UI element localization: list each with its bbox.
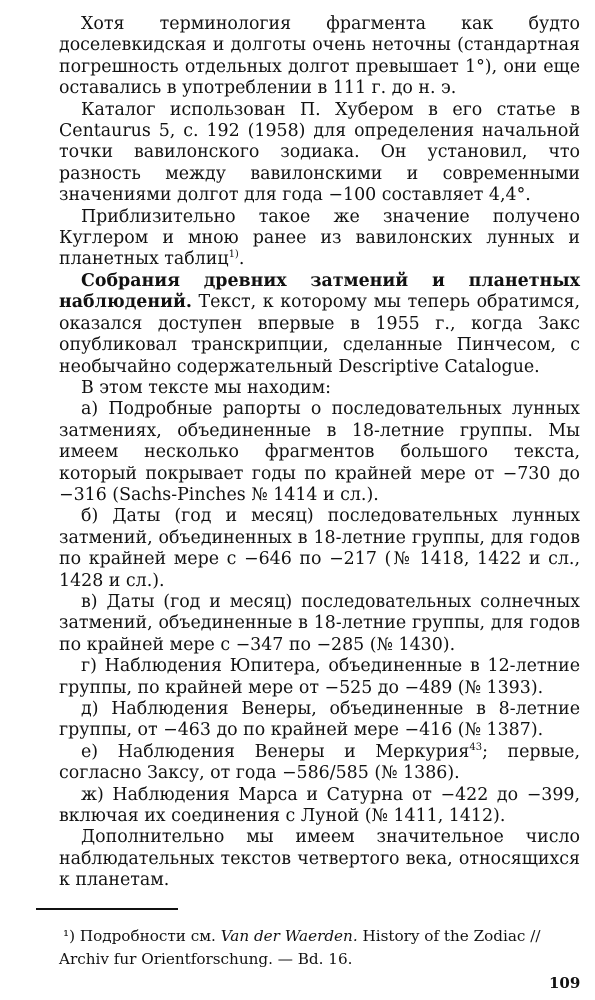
section-heading: Собрания древних затмений и планетных наблюдений.: [59, 270, 580, 313]
list-item-d: д) Наблюдения Венеры, объединенные в 8-летние группы, от −463 до по крайней мере −416 (№ 1387).: [59, 699, 580, 741]
paragraph-intro: В этом тексте мы находим:: [81, 377, 331, 398]
footnote-ref-1[interactable]: 1): [228, 249, 239, 261]
paragraph-closing: Дополнительно мы имеем значительное число наблюдательных текстов четвертого века, относящихся к планетам.: [59, 827, 580, 891]
page-number: 109: [549, 974, 581, 992]
list-item-b: б) Даты (год и месяц) последовательных лунных затмений, объединенных в 18-летние группы, для годов по крайней мере с −646 по −217 (№ 1418, 1422 и сл., 1428 и сл.).: [59, 506, 580, 591]
footnote-mark: ¹): [63, 927, 76, 945]
paragraph-kugler-tail: .: [238, 249, 245, 270]
list-item-g: г) Наблюдения Юпитера, объединенные в 12-летние группы, по крайней мере от −525 до −489 (№ 1393).: [59, 656, 580, 698]
footnote-text: [59, 925, 580, 971]
list-item-a: а) Подробные рапорты о последовательных лунных затмениях, объединенные в 18-летние группы. Мы имеем несколько фрагментов большого текста, который покрывает годы по крайней мере от −730 до −316 (Sachs-Pinches № 1414 и сл.).: [59, 399, 580, 505]
footnote: [59, 925, 580, 971]
paragraph-eclipse-collections: [59, 271, 580, 378]
paragraph-kugler-text: Приблизительно такое же значение получено Куглером и мною ранее из вавилонских лунных и планетных таблиц: [59, 206, 580, 270]
footnote-title: History of the Zodiac // Archiv fur Orientforschung. — Bd. 16.: [59, 927, 541, 968]
paragraph-kugler: [59, 207, 580, 271]
list-item-e: [59, 742, 580, 785]
footnote-ref-43[interactable]: 43: [469, 742, 483, 754]
list-item-zh: ж) Наблюдения Марса и Сатурна от −422 до −399, включая их соединения с Луной (№ 1411, 1412).: [59, 784, 580, 827]
list-item-v: в) Даты (год и месяц) последовательных солнечных затмений, объединенные в 18-летние группы, для годов по крайней мере с −347 по −285 (№ 1430).: [59, 591, 580, 655]
footnote-prefix: Подробности см.: [75, 927, 221, 945]
footnote-author: Van der Waerden.: [220, 927, 358, 945]
main-text: [59, 14, 580, 892]
paragraph-catalogue: Каталог использован П. Хубером в его статье в Centaurus 5, с. 192 (1958) для определения начальной точки вавилонского зодиака. Он установил, что разность между вавилонскими и современными значениями долгот для года −100 составляет 4,4°.: [59, 99, 580, 206]
section-text: Текст, к которому мы теперь обратимся, оказался доступен впервые в 1955 г., когда Закс опубликовал транскрипции, сделанные Пинчесом, с необычайно содержательный Descriptive Catalogue.: [59, 292, 580, 377]
list-item-e-text: е) Наблюдения Венеры и Меркурия: [81, 741, 470, 762]
footnote-divider: [36, 908, 178, 910]
list-item-e-tail: ; первые, согласно Заксу, от года −586/585 (№ 1386).: [59, 741, 580, 784]
paragraph-terminology: Хотя терминология фрагмента как будто доселевкидская и долготы очень неточны (стандартная погрешность отдельных долгот превышает 1°), они еще оставались в употреблении в 111 г. до н. э.: [59, 14, 580, 99]
